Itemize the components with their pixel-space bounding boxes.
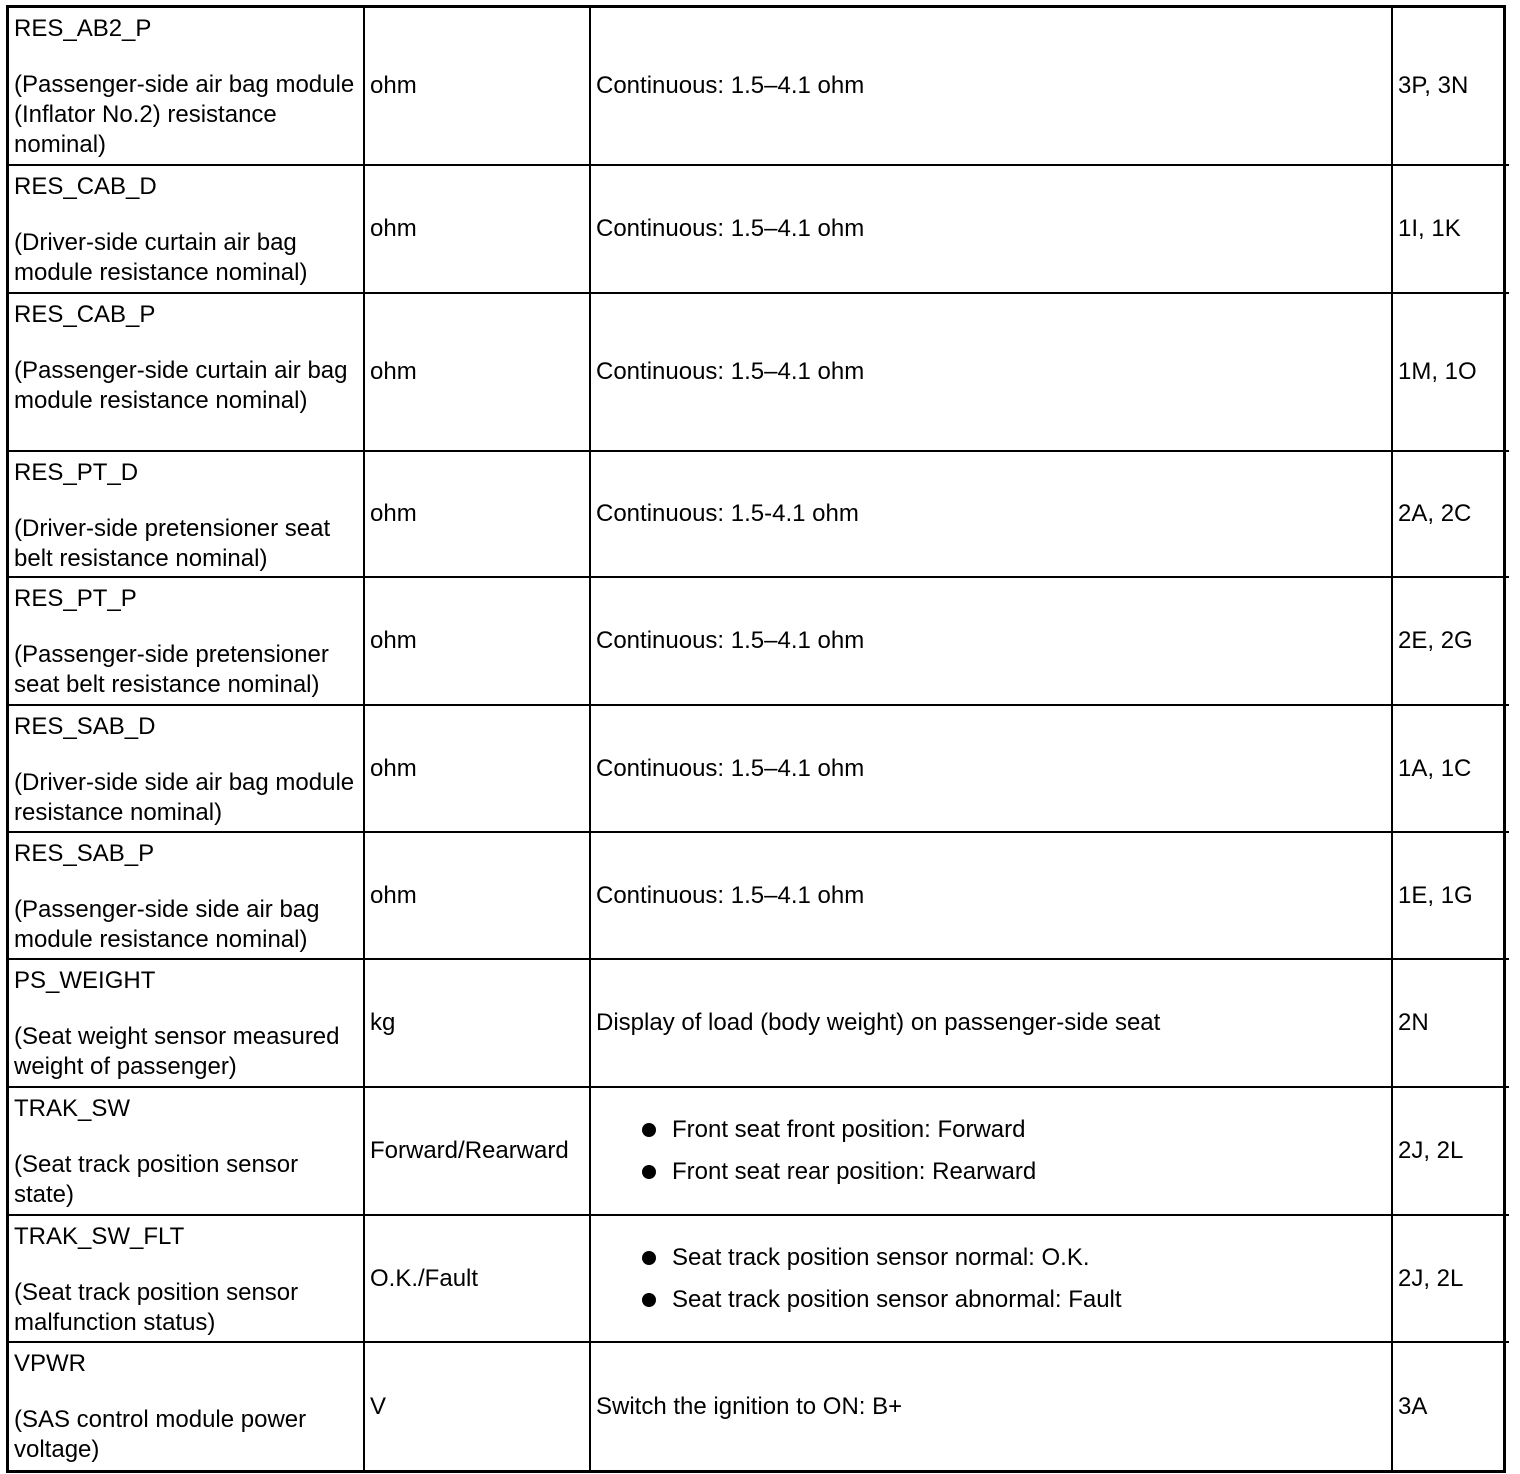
table-row [9, 1342, 1509, 1470]
pid-name: PS_WEIGHT [14, 967, 156, 994]
pid-name: RES_SAB_D [14, 713, 156, 740]
pid-cell [9, 705, 364, 832]
condition-cell [590, 1215, 1392, 1342]
table-row [9, 8, 1509, 165]
pid-cell [9, 293, 364, 451]
unit-cell: ohm [364, 577, 590, 705]
pid-name: RES_CAB_P [14, 301, 156, 328]
pid-description: (Driver-side curtain air bag module resistance nominal) [14, 229, 308, 286]
condition-cell: Continuous: 1.5–4.1 ohm [590, 293, 1392, 451]
pid-name: TRAK_SW [14, 1095, 131, 1122]
pid-cell [9, 1215, 364, 1342]
condition-cell: Display of load (body weight) on passenger-side seat [590, 959, 1392, 1087]
pid-cell [9, 959, 364, 1087]
pid-cell [9, 1087, 364, 1215]
pid-name: RES_PT_P [14, 585, 137, 612]
condition-cell [590, 1087, 1392, 1215]
unit-cell: Forward/Rearward [364, 1087, 590, 1215]
terminal-cell: 3P, 3N [1392, 8, 1509, 165]
list-item: Seat track position sensor normal: O.K. [638, 1243, 1386, 1273]
pid-name: RES_CAB_D [14, 173, 157, 200]
unit-cell: ohm [364, 451, 590, 577]
table-row [9, 705, 1509, 832]
pid-description: (Seat weight sensor measured weight of passenger) [14, 1023, 340, 1080]
pid-description: (Driver-side side air bag module resistance nominal) [14, 769, 355, 826]
table [9, 8, 1509, 1470]
table-row [9, 832, 1509, 959]
table-row [9, 1087, 1509, 1215]
condition-cell: Continuous: 1.5-4.1 ohm [590, 451, 1392, 577]
pid-cell [9, 832, 364, 959]
condition-cell: Continuous: 1.5–4.1 ohm [590, 8, 1392, 165]
table-row [9, 959, 1509, 1087]
terminal-cell: 2J, 2L [1392, 1087, 1509, 1215]
table-row [9, 165, 1509, 293]
unit-cell: ohm [364, 832, 590, 959]
unit-cell: ohm [364, 293, 590, 451]
pid-description: (Passenger-side side air bag module resistance nominal) [14, 896, 320, 953]
terminal-cell: 1I, 1K [1392, 165, 1509, 293]
pid-cell [9, 165, 364, 293]
pid-description: (Passenger-side air bag module (Inflator No.2) resistance nominal) [14, 71, 355, 158]
condition-cell: Switch the ignition to ON: B+ [590, 1342, 1392, 1470]
unit-cell: ohm [364, 705, 590, 832]
unit-cell: ohm [364, 165, 590, 293]
pid-name: RES_AB2_P [14, 15, 152, 42]
condition-cell: Continuous: 1.5–4.1 ohm [590, 832, 1392, 959]
terminal-cell: 2E, 2G [1392, 577, 1509, 705]
terminal-cell: 1A, 1C [1392, 705, 1509, 832]
pid-name: RES_SAB_P [14, 840, 155, 867]
terminal-cell: 1E, 1G [1392, 832, 1509, 959]
terminal-cell: 1M, 1O [1392, 293, 1509, 451]
pid-cell [9, 577, 364, 705]
pid-description: (SAS control module power voltage) [14, 1406, 307, 1463]
list-item: Seat track position sensor abnormal: Fault [638, 1285, 1386, 1315]
table-row [9, 293, 1509, 451]
unit-cell: V [364, 1342, 590, 1470]
condition-cell: Continuous: 1.5–4.1 ohm [590, 705, 1392, 832]
terminal-cell: 3A [1392, 1342, 1509, 1470]
pid-data-table [6, 5, 1506, 1473]
list-item: Front seat front position: Forward [638, 1115, 1386, 1145]
table-row [9, 1215, 1509, 1342]
list-item: Front seat rear position: Rearward [638, 1157, 1386, 1187]
unit-cell: ohm [364, 8, 590, 165]
table-row [9, 577, 1509, 705]
pid-name: RES_PT_D [14, 459, 139, 486]
pid-cell [9, 451, 364, 577]
pid-cell [9, 1342, 364, 1470]
table-row [9, 451, 1509, 577]
pid-name: TRAK_SW_FLT [14, 1223, 185, 1250]
pid-name: VPWR [14, 1350, 86, 1377]
pid-description: (Driver-side pretensioner seat belt resistance nominal) [14, 515, 331, 572]
pid-cell [9, 8, 364, 165]
terminal-cell: 2A, 2C [1392, 451, 1509, 577]
terminal-cell: 2N [1392, 959, 1509, 1087]
condition-cell: Continuous: 1.5–4.1 ohm [590, 577, 1392, 705]
pid-description: (Seat track position sensor state) [14, 1151, 299, 1208]
pid-description: (Passenger-side pretensioner seat belt resistance nominal) [14, 641, 329, 698]
condition-list [596, 1115, 1386, 1187]
terminal-cell: 2J, 2L [1392, 1215, 1509, 1342]
condition-list [596, 1243, 1386, 1315]
condition-cell: Continuous: 1.5–4.1 ohm [590, 165, 1392, 293]
pid-description: (Seat track position sensor malfunction status) [14, 1279, 299, 1336]
unit-cell: kg [364, 959, 590, 1087]
unit-cell: O.K./Fault [364, 1215, 590, 1342]
pid-description: (Passenger-side curtain air bag module resistance nominal) [14, 357, 348, 414]
